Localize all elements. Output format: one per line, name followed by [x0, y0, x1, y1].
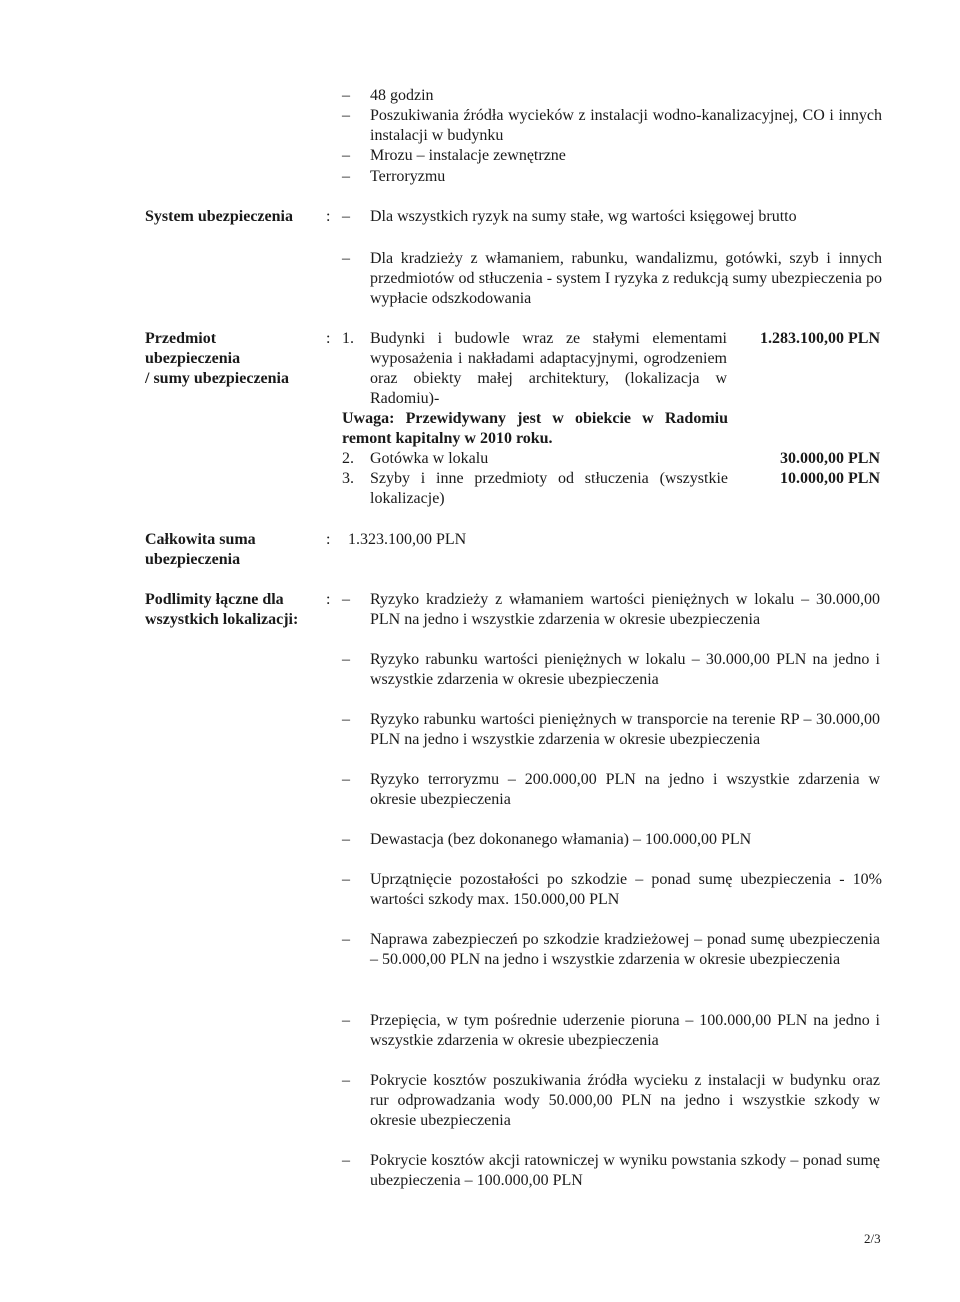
- insured-item: Szyby i inne przedmioty od stłuczenia (wszystkie lokalizacje): [370, 470, 728, 507]
- sublimit-item: Ryzyko kradzieży z włamaniem wartości pieniężnych w lokalu – 30.000,00 PLN na jedno i wszystkie zdarzenia w okresie ubezpieczenia: [370, 591, 880, 628]
- sublimit-item: Ryzyko rabunku wartości pieniężnych w transporcie na terenie RP – 30.000,00 PLN na jedno i wszystkie zdarzenia w okresie ubezpieczenia: [370, 711, 880, 748]
- colon: :: [326, 330, 331, 347]
- dash: –: [342, 1072, 350, 1089]
- dash: –: [342, 107, 350, 124]
- dash: –: [342, 208, 350, 225]
- section-label: ubezpieczenia: [145, 350, 241, 367]
- list-item: Terroryzmu: [370, 168, 446, 185]
- list-item: Poszukiwania źródła wycieków z instalacji wodno-kanalizacyjnej, CO i innych instalacji w budynku: [370, 107, 882, 144]
- page-number: 2/3: [864, 1231, 881, 1246]
- list-item: Mrozu – instalacje zewnętrzne: [370, 147, 566, 164]
- colon: :: [326, 208, 331, 225]
- dash: –: [342, 1012, 350, 1029]
- note: Uwaga: Przewidywany jest w obiekcie w Radomiu: [342, 410, 728, 427]
- sublimit-item: Przepięcia, w tym pośrednie uderzenie pioruna – 100.000,00 PLN na jedno i wszystkie zdarzenia w okresie ubezpieczenia: [370, 1012, 880, 1049]
- total-sum: 1.323.100,00 PLN: [348, 531, 467, 548]
- list-item: 48 godzin: [370, 87, 434, 104]
- section-label: Przedmiot: [145, 330, 217, 347]
- list-item: Dla wszystkich ryzyk na sumy stałe, wg wartości księgowej brutto: [370, 208, 797, 225]
- section-label: Całkowita suma: [145, 531, 256, 548]
- sublimit-item: Ryzyko rabunku wartości pieniężnych w lokalu – 30.000,00 PLN na jedno i wszystkie zdarzenia w okresie ubezpieczenia: [370, 651, 880, 688]
- sublimit-item: Ryzyko terroryzmu – 200.000,00 PLN na jedno i wszystkie zdarzenia w okresie ubezpieczenia: [370, 771, 880, 808]
- dash: –: [342, 591, 350, 608]
- dash: –: [342, 250, 350, 267]
- section-label: / sumy ubezpieczenia: [145, 370, 289, 387]
- sublimit-item: Pokrycie kosztów akcji ratowniczej w wyniku powstania szkody – ponad sumę ubezpieczenia – 100.000,00 PLN: [370, 1152, 880, 1189]
- sublimit-item: Dewastacja (bez dokonanego włamania) – 100.000,00 PLN: [370, 831, 752, 848]
- dash: –: [342, 711, 350, 728]
- dash: –: [342, 1152, 350, 1169]
- list-item: Dla kradzieży z włamaniem, rabunku, wandalizmu, gotówki, szyb i innych przedmiotów od stłuczenia - system I ryzyka z redukcją sumy ubezpieczenia po wypłacie odszkodowania: [370, 250, 882, 307]
- colon: :: [326, 531, 331, 548]
- insured-item: Budynki i budowle wraz ze stałymi elementami wyposażenia i nakładami adaptacyjnymi, ogrodzeniem oraz obiekty małej architektury, (lokalizacja w Radomiu)-: [370, 330, 727, 407]
- sublimit-item: Pokrycie kosztów poszukiwania źródła wycieku z instalacji w budynku oraz rur odprowadzania wody 50.000,00 PLN na jedno i wszystkie szkody w okresie ubezpieczenia: [370, 1072, 880, 1129]
- dash: –: [342, 147, 350, 164]
- dash: –: [342, 771, 350, 788]
- dash: –: [342, 931, 350, 948]
- section-label: wszystkich lokalizacji:: [145, 611, 299, 628]
- dash: –: [342, 168, 350, 185]
- colon: :: [326, 591, 331, 608]
- insured-amount: 1.283.100,00 PLN: [760, 330, 880, 347]
- dash: –: [342, 831, 350, 848]
- section-label: Podlimity łączne dla: [145, 591, 284, 608]
- item-number: 1.: [342, 330, 354, 347]
- sublimit-item: Uprzątnięcie pozostałości po szkodzie – ponad sumę ubezpieczenia - 10% wartości szkody max. 150.000,00 PLN: [370, 871, 882, 908]
- insured-item: Gotówka w lokalu: [370, 450, 489, 467]
- dash: –: [342, 651, 350, 668]
- insured-amount: 10.000,00 PLN: [780, 470, 880, 487]
- dash: –: [342, 87, 350, 104]
- note: remont kapitalny w 2010 roku.: [342, 430, 553, 447]
- item-number: 3.: [342, 470, 354, 487]
- section-label: System ubezpieczenia: [145, 208, 293, 225]
- item-number: 2.: [342, 450, 354, 467]
- dash: –: [342, 871, 350, 888]
- insured-amount: 30.000,00 PLN: [780, 450, 880, 467]
- sublimit-item: Naprawa zabezpieczeń po szkodzie kradzieżowej – ponad sumę ubezpieczenia – 50.000,00 PLN na jedno i wszystkie zdarzenia w okresie ubezpieczenia: [370, 931, 880, 968]
- section-label: ubezpieczenia: [145, 551, 241, 568]
